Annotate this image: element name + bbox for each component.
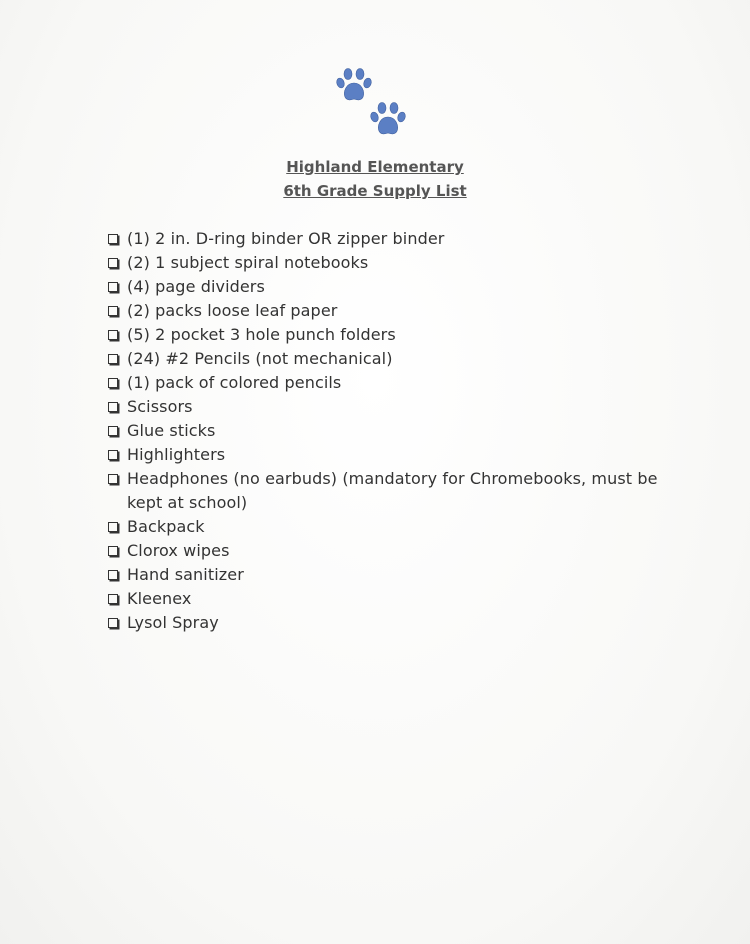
supply-item [108, 419, 688, 443]
checkbox-icon [108, 234, 118, 244]
paw-prints-logo [330, 62, 426, 150]
supply-item-label: (5) 2 pocket 3 hole punch folders [127, 325, 396, 344]
supply-item [108, 539, 688, 563]
supply-item-label: (1) 2 in. D-ring binder OR zipper binder [127, 229, 445, 248]
checkbox-icon [108, 618, 118, 628]
supply-item-label: (1) pack of colored pencils [127, 373, 342, 392]
supply-item [108, 275, 688, 299]
supply-item-label: (2) 1 subject spiral notebooks [127, 253, 369, 272]
supply-item [108, 299, 688, 323]
supply-item [108, 371, 688, 395]
supply-item [108, 443, 688, 467]
checkbox-icon [108, 354, 118, 364]
checkbox-icon [108, 546, 118, 556]
supply-item [108, 323, 688, 347]
supply-list [108, 227, 688, 635]
document-header [0, 155, 750, 203]
checkbox-icon [108, 306, 118, 316]
supply-item-label: Lysol Spray [127, 613, 219, 632]
supply-item-label: Headphones (no earbuds) (mandatory for Chromebooks, must be kept at school) [127, 469, 658, 512]
list-title: 6th Grade Supply List [283, 182, 467, 200]
checkbox-icon [108, 570, 118, 580]
checkbox-icon [108, 594, 118, 604]
supply-item-label: (4) page dividers [127, 277, 265, 296]
supply-item [108, 587, 688, 611]
supply-item [108, 611, 688, 635]
school-name: Highland Elementary [286, 158, 464, 176]
checkbox-icon [108, 474, 118, 484]
supply-item-label: Scissors [127, 397, 193, 416]
checkbox-icon [108, 450, 118, 460]
checkbox-icon [108, 426, 118, 436]
checkbox-icon [108, 378, 118, 388]
checkbox-icon [108, 402, 118, 412]
checkbox-icon [108, 330, 118, 340]
paw-print-icon [370, 100, 410, 140]
supply-item-label: Glue sticks [127, 421, 216, 440]
supply-item [108, 227, 688, 251]
supply-item [108, 251, 688, 275]
checkbox-icon [108, 258, 118, 268]
supply-item [108, 347, 688, 371]
supply-item [108, 563, 688, 587]
supply-item-label: Kleenex [127, 589, 192, 608]
supply-item [108, 395, 688, 419]
checkbox-icon [108, 522, 118, 532]
supply-item-label: Highlighters [127, 445, 226, 464]
supply-item-label: Clorox wipes [127, 541, 230, 560]
supply-item [108, 467, 688, 515]
supply-item-label: (24) #2 Pencils (not mechanical) [127, 349, 393, 368]
supply-item-label: Backpack [127, 517, 205, 536]
checkbox-icon [108, 282, 118, 292]
supply-item [108, 515, 688, 539]
supply-item-label: (2) packs loose leaf paper [127, 301, 338, 320]
supply-item-label: Hand sanitizer [127, 565, 244, 584]
